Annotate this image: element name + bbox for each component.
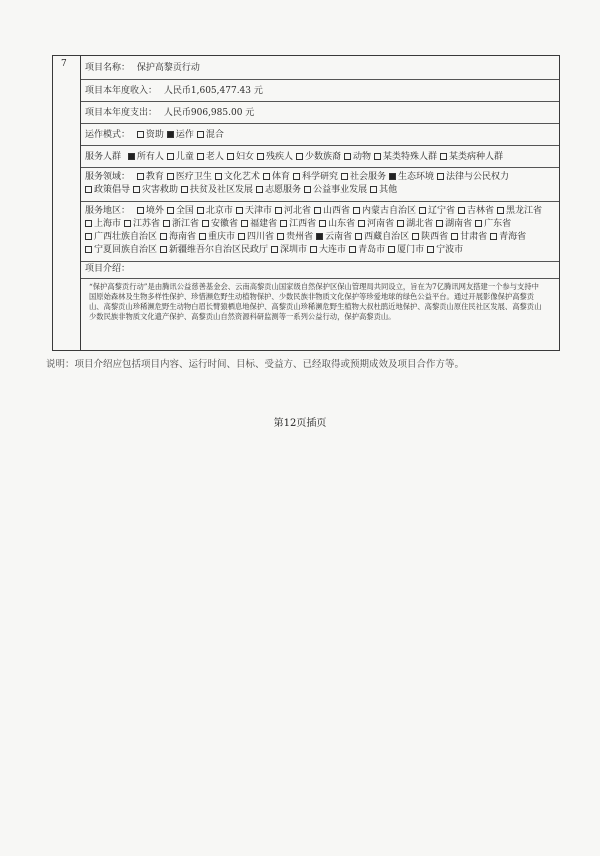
option-label: 山东省 xyxy=(328,219,356,229)
checkbox-option xyxy=(256,184,301,197)
checkbox-option xyxy=(133,184,178,197)
unchecked-box-icon xyxy=(277,233,284,240)
option-label: 科学研究 xyxy=(301,172,338,182)
unchecked-box-icon xyxy=(215,173,222,180)
checkbox-option xyxy=(197,151,224,164)
option-label: 儿童 xyxy=(175,152,194,162)
unchecked-box-icon xyxy=(238,233,245,240)
checkbox-option xyxy=(271,244,307,257)
unchecked-box-icon xyxy=(85,233,92,240)
unchecked-box-icon xyxy=(310,246,317,253)
option-label: 云南省 xyxy=(325,232,353,242)
checkbox-option xyxy=(197,205,233,218)
option-label: 河南省 xyxy=(367,219,395,229)
checkbox-option xyxy=(128,151,164,164)
unchecked-box-icon xyxy=(197,207,204,214)
checkbox-option xyxy=(124,218,160,231)
unchecked-box-icon xyxy=(271,246,278,253)
service-people-row xyxy=(81,146,559,168)
unchecked-box-icon xyxy=(397,220,404,227)
unchecked-box-icon xyxy=(497,207,504,214)
checkbox-option xyxy=(451,231,487,244)
unchecked-box-icon xyxy=(236,207,243,214)
unchecked-box-icon xyxy=(275,207,282,214)
option-label: 政策倡导 xyxy=(94,185,131,195)
checkbox-option xyxy=(458,205,494,218)
unchecked-box-icon xyxy=(427,246,434,253)
checkbox-option xyxy=(85,184,130,197)
option-label: 教育 xyxy=(145,172,164,182)
option-label: 妇女 xyxy=(235,152,254,162)
project-name-row xyxy=(81,56,559,80)
unchecked-box-icon xyxy=(163,220,170,227)
option-label: 广东省 xyxy=(484,219,512,229)
mode-row xyxy=(81,124,559,146)
unchecked-box-icon xyxy=(437,173,444,180)
checkbox-option xyxy=(202,218,238,231)
option-label: 上海市 xyxy=(94,219,122,229)
option-label: 西藏自治区 xyxy=(364,232,410,242)
unchecked-box-icon xyxy=(304,186,311,193)
checkbox-option xyxy=(304,184,367,197)
checkbox-option xyxy=(419,205,455,218)
checkbox-option xyxy=(215,171,260,184)
checkbox-option xyxy=(277,231,313,244)
checked-box-icon xyxy=(316,233,323,240)
checkbox-option xyxy=(355,231,409,244)
checkbox-option xyxy=(167,171,212,184)
checked-box-icon xyxy=(167,131,174,138)
option-label: 陕西省 xyxy=(421,232,449,242)
service-people-options xyxy=(128,152,506,162)
unchecked-box-icon xyxy=(257,153,264,160)
option-label: 公益事业发展 xyxy=(313,185,368,195)
checked-box-icon xyxy=(128,153,135,160)
checkbox-option xyxy=(280,218,316,231)
option-label: 扶贫及社区发展 xyxy=(190,185,254,195)
checkbox-option xyxy=(85,231,157,244)
checkbox-option xyxy=(263,171,290,184)
option-label: 重庆市 xyxy=(208,232,236,242)
service-fields-label: 服务领域： xyxy=(85,172,131,182)
checkbox-option xyxy=(374,151,437,164)
service-fields-row xyxy=(81,168,559,202)
unchecked-box-icon xyxy=(355,233,362,240)
option-label: 湖北省 xyxy=(406,219,434,229)
checkbox-option xyxy=(388,244,424,257)
option-label: 生态环境 xyxy=(397,172,434,182)
checkbox-option xyxy=(293,171,338,184)
unchecked-box-icon xyxy=(436,220,443,227)
checkbox-option xyxy=(167,151,194,164)
checkbox-option xyxy=(197,129,224,142)
option-label: 天津市 xyxy=(244,206,272,216)
service-regions-options xyxy=(85,206,545,255)
checkbox-option xyxy=(316,231,352,244)
option-label: 广西壮族自治区 xyxy=(94,232,158,242)
intro-label: 项目介绍： xyxy=(85,264,131,274)
unchecked-box-icon xyxy=(341,173,348,180)
option-label: 厦门市 xyxy=(397,245,425,255)
unchecked-box-icon xyxy=(475,220,482,227)
option-label: 新疆维吾尔自治区民政厅 xyxy=(169,245,269,255)
checkbox-option xyxy=(412,231,448,244)
option-label: 所有人 xyxy=(136,152,164,162)
checkbox-option xyxy=(137,171,164,184)
intro-box xyxy=(81,278,559,352)
checkbox-option xyxy=(163,218,199,231)
unchecked-box-icon xyxy=(374,153,381,160)
option-label: 江西省 xyxy=(289,219,317,229)
checkbox-option xyxy=(344,151,371,164)
option-label: 宁夏回族自治区 xyxy=(94,245,158,255)
option-label: 体育 xyxy=(271,172,290,182)
unchecked-box-icon xyxy=(370,186,377,193)
option-label: 宁波市 xyxy=(436,245,464,255)
service-regions-label: 服务地区： xyxy=(85,206,131,216)
option-label: 文化艺术 xyxy=(223,172,260,182)
checkbox-option xyxy=(397,218,433,231)
checkbox-option xyxy=(137,129,164,142)
option-label: 某类病种人群 xyxy=(449,152,504,162)
unchecked-box-icon xyxy=(160,246,167,253)
unchecked-box-icon xyxy=(314,207,321,214)
unchecked-box-icon xyxy=(133,186,140,193)
checkbox-option xyxy=(199,231,235,244)
checkbox-option xyxy=(167,205,194,218)
checkbox-option xyxy=(85,218,121,231)
intro-text: “保护高黎贡行动”是由腾讯公益慈善基金会、云南高黎贡山国家级自然保护区保山管理局共同设立，旨在为7亿腾讯网友搭建一个参与支持中国原始森林及生物多样性保护、珍惜濒危野生动植物保护、少数民族非物质文化保护等珍爱地球的绿色公益平台。通过开展影像保护高黎贡山、高黎贡山珍稀濒危野生动物白眉长臂猿栖息地保护、高黎贡山珍稀濒危野生植物大叔杜鹃近地保护、高黎贡山原住民社区发展、高黎贡山少数民族非物质文化遗产保护、高黎贡山自然资源科研监测等一系列公益行动，保护高黎贡山。 xyxy=(81,278,559,352)
option-label: 灾害救助 xyxy=(142,185,179,195)
project-table xyxy=(52,55,560,351)
option-label: 医疗卫生 xyxy=(175,172,212,182)
option-label: 混合 xyxy=(205,130,224,140)
income-row xyxy=(81,80,559,102)
option-label: 浙江省 xyxy=(172,219,200,229)
option-label: 福建省 xyxy=(250,219,278,229)
option-label: 辽宁省 xyxy=(428,206,456,216)
checkbox-option xyxy=(475,218,511,231)
option-label: 志愿服务 xyxy=(265,185,302,195)
unchecked-box-icon xyxy=(296,153,303,160)
expense-value: 人民币906,985.00 元 xyxy=(163,108,255,118)
unchecked-box-icon xyxy=(280,220,287,227)
intro-label-row xyxy=(81,262,559,278)
unchecked-box-icon xyxy=(137,173,144,180)
unchecked-box-icon xyxy=(440,153,447,160)
checkbox-option xyxy=(167,129,194,142)
checkbox-option xyxy=(257,151,293,164)
row-index: 7 xyxy=(61,59,67,69)
unchecked-box-icon xyxy=(458,207,465,214)
page-reference: 第12页插页 xyxy=(273,418,327,429)
checkbox-option xyxy=(236,205,272,218)
unchecked-box-icon xyxy=(344,153,351,160)
checkbox-option xyxy=(427,244,463,257)
checkbox-option xyxy=(389,171,434,184)
checkbox-option xyxy=(310,244,346,257)
checkbox-option xyxy=(160,231,196,244)
checkbox-option xyxy=(341,171,386,184)
option-label: 大连市 xyxy=(319,245,347,255)
unchecked-box-icon xyxy=(197,131,204,138)
option-label: 黑龙江省 xyxy=(506,206,543,216)
option-label: 河北省 xyxy=(283,206,311,216)
mode-options xyxy=(137,130,227,140)
checkbox-option xyxy=(238,231,274,244)
unchecked-box-icon xyxy=(199,233,206,240)
option-label: 深圳市 xyxy=(280,245,308,255)
unchecked-box-icon xyxy=(181,186,188,193)
option-label: 四川省 xyxy=(247,232,275,242)
checkbox-option xyxy=(181,184,253,197)
unchecked-box-icon xyxy=(419,207,426,214)
checkbox-option xyxy=(349,244,385,257)
unchecked-box-icon xyxy=(85,220,92,227)
option-label: 资助 xyxy=(145,130,164,140)
option-label: 青海省 xyxy=(499,232,527,242)
unchecked-box-icon xyxy=(349,246,356,253)
checkbox-option xyxy=(436,218,472,231)
unchecked-box-icon xyxy=(85,246,92,253)
option-label: 动物 xyxy=(352,152,371,162)
unchecked-box-icon xyxy=(85,186,92,193)
checkbox-option xyxy=(370,184,397,197)
unchecked-box-icon xyxy=(137,131,144,138)
unchecked-box-icon xyxy=(353,207,360,214)
unchecked-box-icon xyxy=(490,233,497,240)
option-label: 山西省 xyxy=(322,206,350,216)
option-label: 全国 xyxy=(175,206,194,216)
unchecked-box-icon xyxy=(227,153,234,160)
expense-label: 项目本年度支出： xyxy=(85,108,158,118)
service-people-label: 服务人群 xyxy=(85,152,122,162)
option-label: 内蒙古自治区 xyxy=(361,206,416,216)
unchecked-box-icon xyxy=(293,173,300,180)
service-regions-row xyxy=(81,202,559,262)
option-label: 海南省 xyxy=(169,232,197,242)
checkbox-option xyxy=(353,205,416,218)
checkbox-option xyxy=(160,244,268,257)
option-label: 北京市 xyxy=(205,206,233,216)
option-label: 青岛市 xyxy=(358,245,386,255)
unchecked-box-icon xyxy=(137,207,144,214)
index-column xyxy=(53,56,81,350)
checkbox-option xyxy=(497,205,542,218)
option-label: 境外 xyxy=(145,206,164,216)
project-name-label: 项目名称： xyxy=(85,63,131,73)
unchecked-box-icon xyxy=(319,220,326,227)
option-label: 安徽省 xyxy=(211,219,239,229)
expense-row xyxy=(81,102,559,124)
checkbox-option xyxy=(319,218,355,231)
option-label: 贵州省 xyxy=(286,232,314,242)
unchecked-box-icon xyxy=(197,153,204,160)
option-label: 吉林省 xyxy=(467,206,495,216)
option-label: 湖南省 xyxy=(445,219,473,229)
checkbox-option xyxy=(314,205,350,218)
service-fields-options xyxy=(85,172,512,195)
unchecked-box-icon xyxy=(241,220,248,227)
option-label: 其他 xyxy=(379,185,398,195)
checkbox-option xyxy=(440,151,503,164)
unchecked-box-icon xyxy=(358,220,365,227)
option-label: 社会服务 xyxy=(349,172,386,182)
unchecked-box-icon xyxy=(451,233,458,240)
option-label: 法律与公民权力 xyxy=(446,172,510,182)
unchecked-box-icon xyxy=(124,220,131,227)
unchecked-box-icon xyxy=(263,173,270,180)
option-label: 江苏省 xyxy=(133,219,161,229)
checkbox-option xyxy=(85,244,157,257)
unchecked-box-icon xyxy=(167,173,174,180)
income-value: 人民币1,605,477.43 元 xyxy=(163,86,263,96)
checked-box-icon xyxy=(389,173,396,180)
checkbox-option xyxy=(296,151,341,164)
checkbox-option xyxy=(437,171,509,184)
checkbox-option xyxy=(490,231,526,244)
unchecked-box-icon xyxy=(202,220,209,227)
unchecked-box-icon xyxy=(167,207,174,214)
checkbox-option xyxy=(137,205,164,218)
option-label: 甘肃省 xyxy=(460,232,488,242)
option-label: 残疾人 xyxy=(265,152,293,162)
checkbox-option xyxy=(358,218,394,231)
option-label: 少数族裔 xyxy=(304,152,341,162)
checkbox-option xyxy=(241,218,277,231)
unchecked-box-icon xyxy=(167,153,174,160)
unchecked-box-icon xyxy=(256,186,263,193)
option-label: 老人 xyxy=(205,152,224,162)
checkbox-option xyxy=(227,151,254,164)
mode-label: 运作模式： xyxy=(85,130,131,140)
unchecked-box-icon xyxy=(160,233,167,240)
option-label: 某类特殊人群 xyxy=(383,152,438,162)
unchecked-box-icon xyxy=(388,246,395,253)
unchecked-box-icon xyxy=(412,233,419,240)
option-label: 运作 xyxy=(175,130,194,140)
checkbox-option xyxy=(275,205,311,218)
income-label: 项目本年度收入： xyxy=(85,86,158,96)
project-name-value: 保护高黎贡行动 xyxy=(136,63,200,73)
footnote: 说明：项目介绍应包括项目内容、运行时间、目标、受益方、已经取得或预期成效及项目合作方等。 xyxy=(46,359,465,370)
